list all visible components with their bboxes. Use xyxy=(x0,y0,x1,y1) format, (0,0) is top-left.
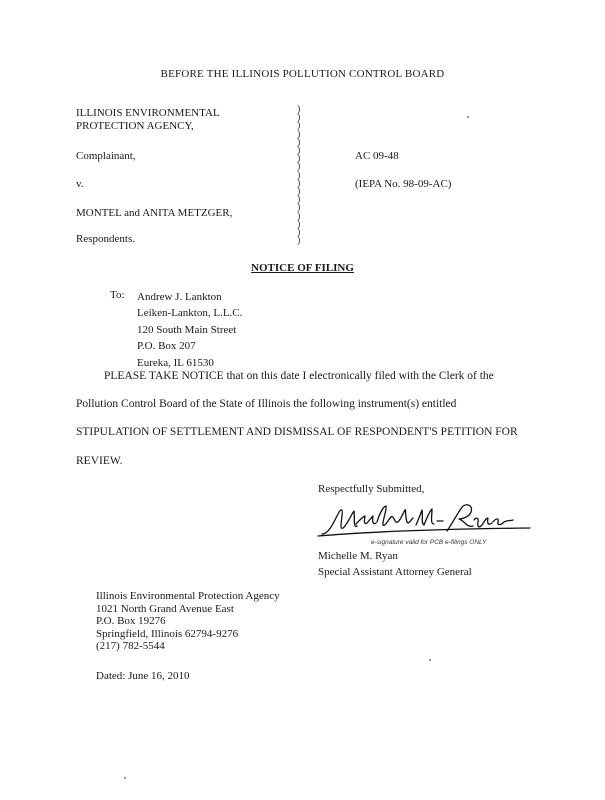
scan-speck xyxy=(467,116,469,118)
to-label: To: xyxy=(110,289,125,301)
caption-paren: ) xyxy=(297,104,301,115)
respondent-name: MONTEL and ANITA METZGER, xyxy=(76,207,233,219)
recipient-address-line: Leiken-Lankton, L.L.C. xyxy=(137,307,243,320)
caption-paren: ) xyxy=(297,112,301,124)
case-number: AC 09-48 xyxy=(355,150,399,162)
complainant-name-line: ILLINOIS ENVIRONMENTAL xyxy=(76,107,220,119)
caption-paren: ) xyxy=(297,145,301,157)
caption-paren: ) xyxy=(297,235,301,247)
dated-line: Dated: June 16, 2010 xyxy=(96,670,190,682)
caption-paren: ) xyxy=(297,136,301,148)
body-line: REVIEW. xyxy=(76,455,123,467)
caption-paren: ) xyxy=(297,153,301,165)
recipient-address-line: P.O. Box 207 xyxy=(137,340,196,353)
caption-paren: ) xyxy=(297,202,301,214)
notice-heading: NOTICE OF FILING xyxy=(251,262,354,274)
closing: Respectfully Submitted, xyxy=(318,483,425,495)
agency-address-line: P.O. Box 19276 xyxy=(96,615,166,628)
iepa-number: (IEPA No. 98-09-AC) xyxy=(355,178,452,190)
caption-paren: ) xyxy=(297,161,301,173)
caption-paren: ) xyxy=(297,186,301,198)
esignature-note: e-signature valid for PCB e-filings ONLY xyxy=(371,539,487,546)
caption-paren: ) xyxy=(297,218,301,230)
caption-paren: ) xyxy=(297,210,301,222)
body-line: PLEASE TAKE NOTICE that on this date I electronically filed with the Clerk of the xyxy=(104,370,494,382)
scan-speck xyxy=(124,777,126,779)
agency-address-line: (217) 782-5544 xyxy=(96,640,165,653)
recipient-address-line: Eureka, IL 61530 xyxy=(137,356,214,369)
caption-paren: ) xyxy=(297,128,301,140)
board-title: BEFORE THE ILLINOIS POLLUTION CONTROL BOARD xyxy=(160,68,445,80)
complainant-name-line: PROTECTION AGENCY, xyxy=(76,120,194,133)
agency-address-line: 1021 North Grand Avenue East xyxy=(96,602,234,615)
caption-parentheses-column xyxy=(297,106,307,245)
agency-address-line: Springfield, Illinois 62794-9276 xyxy=(96,627,239,640)
recipient-address-line: 120 South Main Street xyxy=(137,323,237,336)
body-line: STIPULATION OF SETTLEMENT AND DISMISSAL OF RESPONDENT'S PETITION FOR xyxy=(76,426,518,438)
caption-paren: ) xyxy=(297,194,301,206)
signer-title: Special Assistant Attorney General xyxy=(318,566,472,578)
caption-paren: ) xyxy=(297,227,301,239)
body-line: Pollution Control Board of the State of Illinois the following instrument(s) entitled xyxy=(76,398,457,410)
agency-address xyxy=(96,590,280,653)
agency-address-line: Illinois Environmental Protection Agency xyxy=(96,590,280,602)
recipient-address xyxy=(137,289,242,371)
handwritten-signature xyxy=(316,498,538,540)
caption-paren: ) xyxy=(297,169,301,181)
scan-speck xyxy=(429,659,431,661)
case-caption-parties xyxy=(76,107,296,133)
caption-paren: ) xyxy=(297,177,301,189)
caption-paren: ) xyxy=(297,120,301,132)
complainant-label: Complainant, xyxy=(76,150,136,162)
versus-label: v. xyxy=(76,178,84,190)
respondent-label: Respondents. xyxy=(76,233,135,245)
signer-name: Michelle M. Ryan xyxy=(318,550,398,562)
recipient-address-line: Andrew J. Lankton xyxy=(137,291,222,303)
